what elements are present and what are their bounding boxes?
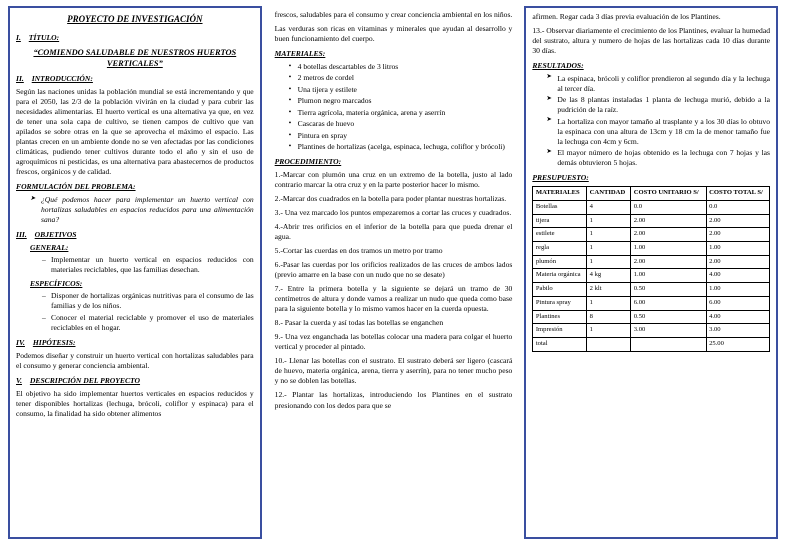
list-item: ➤ La espinaca, brócoli y coliflor prendieron al segundo día y la lechuga al tercer día. xyxy=(546,74,770,94)
section-label: DESCRIPCIÓN DEL PROYECTO xyxy=(29,375,141,385)
section-number: V. xyxy=(16,375,22,385)
hipotesis-paragraph: Podemos diseñar y construir un huerto vertical con hortalizas saludables para el consumo y generar conciencia ambiental. xyxy=(16,350,254,370)
cell-unitario: 0.0 xyxy=(631,200,706,214)
section-number: II. xyxy=(16,74,24,84)
cell-cantidad: 8 xyxy=(587,310,631,324)
cell-material: estilete xyxy=(533,228,587,242)
cell-cantidad: 1 xyxy=(587,296,631,310)
problem-question-list xyxy=(16,195,254,225)
table-row xyxy=(533,283,770,297)
list-item: • Pintura en spray xyxy=(289,131,513,141)
section-number: IV. xyxy=(16,337,25,347)
subsection-label: GENERAL: xyxy=(30,243,69,253)
table-row xyxy=(533,324,770,338)
cell-unitario: 1.00 xyxy=(631,269,706,283)
cell-cantidad: 1 xyxy=(587,324,631,338)
list-item: – Disponer de hortalizas orgánicas nutritivas para el consumo de las familias y de los niños. xyxy=(42,291,254,311)
table-row xyxy=(533,255,770,269)
table-row xyxy=(533,296,770,310)
section-titulo xyxy=(16,33,254,43)
procedimiento-steps xyxy=(275,170,513,410)
cell-total: 2.00 xyxy=(706,228,769,242)
cell-cantidad: 1 xyxy=(587,242,631,256)
table-row-total xyxy=(533,337,770,351)
cell-material: Materia orgánica xyxy=(533,269,587,283)
cell-total: 25.00 xyxy=(706,337,769,351)
cell-material: Pintura spray xyxy=(533,296,587,310)
descripcion-paragraph: El objetivo ha sido implementar huertos verticales en espacios reducidos y tener disponibles hortalizas (lechuga, brócoli, coliflor y espinaca) para el consumo, la finalidad ha sido obtener alimentos xyxy=(16,389,254,419)
section-objetivos xyxy=(16,230,254,240)
cell-total: 1.00 xyxy=(706,242,769,256)
objetivo-general-list xyxy=(30,255,254,275)
column-header-costo-total: COSTO TOTAL S/ xyxy=(706,187,769,201)
step: 7.- Entre la primera botella y la siguiente se dejará un tramo de 30 centímetros de altura y donde vamos a realizar un nudo que queda como base para la siguiente botella y lo mismo vamos hacer en la cuerda opuesta. xyxy=(274,284,513,314)
list-item: – Implementar un huerto vertical en espacios reducidos con materiales reciclables, que las familias desechan. xyxy=(42,255,254,275)
list-item: – Conocer el material reciclable y promover el uso de materiales reciclables en el hogar. xyxy=(42,313,254,333)
section-label: PRESUPUESTO: xyxy=(532,173,589,183)
cell-cantidad: 1 xyxy=(587,228,631,242)
column-one xyxy=(8,6,262,539)
intro-paragraph: Según las naciones unidas la población mundial se está incrementando y que para el 2050, las 2/3 de la población vivirán en la ciudad y para cubrir las necesidades alimentarias. El huerto vertical es una alternativa ya que, en vez de tener una sola capa de cultivo, se tienen campos de cultivo que van apilados se sobre otras en la que se aprovecha el máximo el espacio. Las plantas crecen en un ambiente donde no se ven afectadas por las condiciones climáticas, pudiendo tener cultivos durante todo el año y sin el uso de agroquímicos ni pesticidas, es una alternativa para abastecernos de productos frescos, orgánicos y de calidad. xyxy=(16,87,254,177)
column-header-costo-unitario: COSTO UNITARIO S/ xyxy=(631,187,706,201)
cell-unitario: 2.00 xyxy=(631,228,706,242)
cell-cantidad: 1 xyxy=(587,255,631,269)
step: 12.- Plantar las hortalizas, introduciendo los Plantines en el sustrato presionando con los dedos para que se xyxy=(274,390,513,410)
cell-total: 2.00 xyxy=(706,214,769,228)
cell-cantidad xyxy=(587,337,631,351)
table-header-row xyxy=(533,187,770,201)
cell-material: Plantines xyxy=(533,310,587,324)
section-descripcion xyxy=(16,376,254,386)
column-header-cantidad: CANTIDAD xyxy=(587,187,631,201)
step: 9.- Una vez enganchada las botellas colocar una madera para colgar el huerto vertical y proceder al pintado. xyxy=(274,332,513,352)
section-label: HIPÓTESIS: xyxy=(32,337,76,347)
cell-cantidad: 1 xyxy=(587,214,631,228)
cell-material: Botellas xyxy=(533,200,587,214)
list-item: • Una tijera y estilete xyxy=(289,85,513,95)
list-item: ➤ La hortaliza con mayor tamaño al trasplante y a los 30 días lo obtuvo la espinaca con una altura de 13cm y 18 cm la de menor tamaño fue la lechuga con 4cm y 6cm. xyxy=(546,117,770,147)
section-label: INTRODUCCIÓN: xyxy=(31,74,93,84)
cell-unitario: 1.00 xyxy=(631,242,706,256)
section-label: RESULTADOS: xyxy=(532,60,584,70)
section-label: TÍTULO: xyxy=(28,32,60,42)
step: 4.-Abrir tres orificios en el inferior de la botella para que pueda drenar el agua. xyxy=(274,222,513,242)
cell-material: total xyxy=(533,337,587,351)
objetivo-especificos-list xyxy=(30,291,254,333)
step: 8.- Pasar la cuerda y así todas las botellas se enganchen xyxy=(274,318,444,328)
step: 5.-Cortar las cuerdas en dos tramos un metro por tramo xyxy=(274,246,443,256)
step: 10.- Llenar las botellas con el sustrato. El sustrato deberá ser ligero (cascará de huevo, materia orgánica, arena, tierra y aserrín), para no tener mucho peso y no se doblen las botellas. xyxy=(274,356,513,386)
list-item: • Plantines de hortalizas (acelga, espinaca, lechuga, coliflor y brócoli) xyxy=(289,142,513,152)
section-formulacion xyxy=(16,182,254,192)
list-item: • Tierra agrícola, materia orgánica, arena y aserrín xyxy=(289,108,513,118)
table-row xyxy=(533,242,770,256)
table-row xyxy=(533,200,770,214)
section-procedimiento xyxy=(275,157,513,167)
continuation-paragraph-2: Las verduras son ricas en vitaminas y minerales que ayudan al desarrollo y buen funcionamiento del cuerpo. xyxy=(274,23,513,43)
section-introduccion xyxy=(16,74,254,84)
section-materiales xyxy=(275,49,513,59)
column-three xyxy=(524,6,778,539)
continuation-paragraph-3: afirmen. Regar cada 3 días previa evaluación de los Plantines. xyxy=(532,12,721,21)
list-item: • Plumon negro marcados xyxy=(289,96,513,106)
section-number: I. xyxy=(16,32,21,42)
step: 13.- Observar diariamente el crecimiento de los Plantines, evaluar la humedad del sustrato, altura y numero de hojas de las hortalizas cada 10 días durante 30 días. xyxy=(532,25,771,55)
cell-material: Impresión xyxy=(533,324,587,338)
cell-material: regla xyxy=(533,242,587,256)
cell-cantidad: 4 xyxy=(587,200,631,214)
column-header-materiales: MATERIALES xyxy=(533,187,587,201)
step: 6.-Pasar las cuerdas por los orificios realizados de las cruces de ambos lados (previo amarre en la base con un nudo que no se desate) xyxy=(274,260,513,280)
section-label: PROCEDIMIENTO: xyxy=(274,157,342,167)
cell-material: tijera xyxy=(533,214,587,228)
cell-material: plumón xyxy=(533,255,587,269)
budget-table xyxy=(532,186,770,351)
cell-total: 6.00 xyxy=(706,296,769,310)
step: 2.-Marcar dos cuadrados en la botella para poder plantar nuestras hortalizas. xyxy=(274,194,507,204)
section-label: MATERIALES: xyxy=(274,48,326,58)
section-label: OBJETIVOS xyxy=(34,230,77,240)
list-item: ➤ ¿Qué podemos hacer para implementar un huerto vertical con hortalizas saludables en espacios reducidos para una alimentación sana? xyxy=(30,195,254,225)
continuation-paragraph-1: frescos, saludables para el consumo y crear conciencia ambiental en los niños. xyxy=(274,10,513,19)
step: 3.- Una vez marcado los puntos empezaremos a cortar las cruces y cuadrados. xyxy=(274,208,512,218)
column-two xyxy=(268,6,519,539)
cell-unitario: 6.00 xyxy=(631,296,706,310)
cell-unitario: 0.50 xyxy=(631,310,706,324)
section-presupuesto xyxy=(532,173,770,183)
cell-unitario: 2.00 xyxy=(631,214,706,228)
list-item: • 4 botellas descartables de 3 litros xyxy=(289,62,513,72)
cell-total: 1.00 xyxy=(706,283,769,297)
project-title: “COMIENDO SALUDABLE DE NUESTROS HUERTOS VERTICALES” xyxy=(33,47,237,68)
materiales-list xyxy=(275,62,513,153)
list-item: • 2 metros de cordel xyxy=(289,73,513,83)
table-row xyxy=(533,269,770,283)
section-hipotesis xyxy=(16,338,254,348)
resultados-list xyxy=(532,74,770,169)
objetivo-general-block xyxy=(30,243,254,333)
subsection-label: ESPECÍFICOS: xyxy=(30,279,83,289)
cell-total: 4.00 xyxy=(706,310,769,324)
cell-total: 3.00 xyxy=(706,324,769,338)
table-row xyxy=(533,228,770,242)
page-title: PROYECTO DE INVESTIGACIÓN xyxy=(67,14,203,24)
cell-total: 2.00 xyxy=(706,255,769,269)
section-label: FORMULACIÓN DEL PROBLEMA: xyxy=(16,182,136,192)
cell-unitario xyxy=(631,337,706,351)
cell-unitario: 0.50 xyxy=(631,283,706,297)
cell-material: Pabilo xyxy=(533,283,587,297)
budget-table-body xyxy=(533,200,770,351)
cell-cantidad: 2 klt xyxy=(587,283,631,297)
table-row xyxy=(533,214,770,228)
section-resultados xyxy=(532,61,770,71)
list-item: • Cascaras de huevo xyxy=(289,119,513,129)
cell-total: 0.0 xyxy=(706,200,769,214)
step: 1.-Marcar con plumón una cruz en un extremo de la botella, justo al lado contrario marcar la otra cruz y en la parte posterior hacer lo mismo. xyxy=(274,170,513,190)
cell-unitario: 2.00 xyxy=(631,255,706,269)
cell-unitario: 3.00 xyxy=(631,324,706,338)
cell-cantidad: 4 kg xyxy=(587,269,631,283)
cell-total: 4.00 xyxy=(706,269,769,283)
table-row xyxy=(533,310,770,324)
list-item: ➤ El mayor número de hojas obtenido es la lechuga con 7 hojas y las demás obtuvieron 5 hojas. xyxy=(546,148,770,168)
list-item: ➤ De las 8 plantas instaladas 1 planta de lechuga murió, debido a la pudrición de la raíz. xyxy=(546,95,770,115)
section-number: III. xyxy=(16,230,27,240)
